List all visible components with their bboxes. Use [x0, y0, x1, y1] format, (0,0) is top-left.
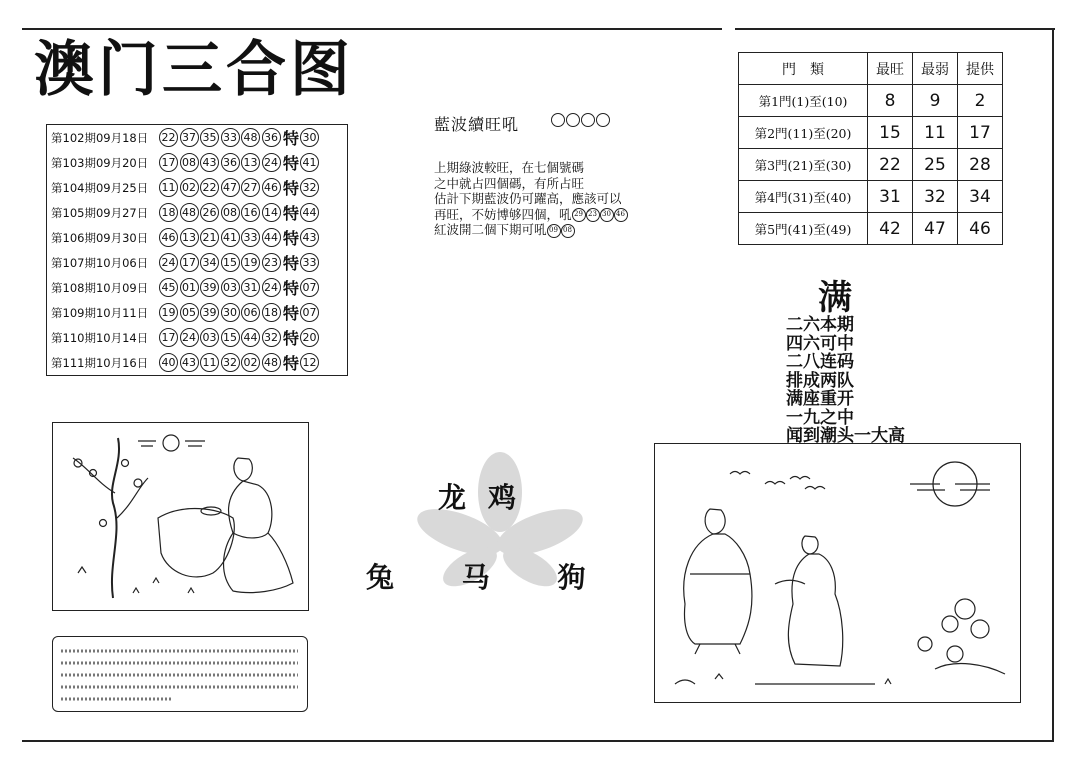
special-ball: 07 [300, 278, 319, 297]
small-ball: 09 [547, 224, 561, 238]
blue-wave-title: 藍波續旺吼 [434, 115, 520, 134]
blank-ball [596, 113, 610, 127]
door-offer: 28 [958, 149, 1003, 181]
paragraph-text: 再旺，不妨博够四個，吼 [434, 206, 572, 222]
number-ball: 03 [221, 278, 240, 297]
number-ball: 26 [200, 203, 219, 222]
number-ball: 11 [200, 353, 219, 372]
door-row [739, 149, 1003, 181]
draw-row [47, 225, 347, 250]
paragraph-line: 估計下期藍波仍可躍高，應該可以 [434, 191, 622, 206]
special-label: 特 [283, 154, 300, 173]
door-header: 門 類 [739, 53, 868, 85]
number-ball: 11 [159, 178, 178, 197]
number-ball: 17 [159, 328, 178, 347]
number-ball: 18 [262, 303, 281, 322]
small-ball: 46 [614, 208, 628, 222]
number-ball: 22 [159, 128, 178, 147]
number-ball: 35 [200, 128, 219, 147]
zodiac-line-1: 龙鸡 [438, 481, 539, 514]
special-label: 特 [283, 354, 300, 373]
paragraph-text: 紅波開二個下期可吼 [434, 222, 547, 237]
number-ball: 45 [159, 278, 178, 297]
poem-line: 二六本期 [786, 315, 854, 335]
number-ball: 48 [241, 128, 260, 147]
frame-right-border [1052, 28, 1054, 740]
draw-history-table [46, 124, 348, 376]
analysis-paragraph [434, 160, 674, 238]
poem-line: 排成两队 [786, 370, 854, 391]
draw-period: 第107期10月06日 [51, 255, 149, 270]
number-ball: 32 [262, 328, 281, 347]
small-ball: 23 [586, 208, 600, 222]
door-offer: 34 [958, 181, 1003, 213]
number-ball: 06 [241, 303, 260, 322]
number-ball: 39 [200, 303, 219, 322]
door-min: 11 [913, 117, 958, 149]
door-label: 第1門(1)至(10) [739, 85, 868, 117]
door-max: 22 [868, 149, 913, 181]
poem [786, 316, 905, 446]
special-label: 特 [283, 229, 300, 248]
door-label: 第3門(21)至(30) [739, 149, 868, 181]
draw-row [47, 250, 347, 275]
door-offer: 2 [958, 85, 1003, 117]
frame-top-border-right [735, 28, 1055, 30]
special-label: 特 [283, 204, 300, 223]
number-ball: 30 [221, 303, 240, 322]
number-ball: 24 [262, 153, 281, 172]
draw-period: 第105期09月27日 [51, 205, 149, 220]
frame-top-border [22, 28, 722, 30]
number-ball: 47 [221, 178, 240, 197]
poem-line: 四六可中 [786, 333, 854, 354]
door-max: 8 [868, 85, 913, 117]
special-label: 特 [283, 329, 300, 348]
number-ball: 19 [159, 303, 178, 322]
number-ball: 17 [180, 253, 199, 272]
draw-period: 第104期09月25日 [51, 180, 149, 195]
door-offer: 17 [958, 117, 1003, 149]
blank-ball [551, 113, 565, 127]
illustration-lady [52, 422, 309, 611]
door-min: 25 [913, 149, 958, 181]
door-min: 9 [913, 85, 958, 117]
special-ball: 07 [300, 303, 319, 322]
number-ball: 01 [180, 278, 199, 297]
number-ball: 32 [221, 353, 240, 372]
poem-line: 满座重开 [786, 389, 854, 409]
number-ball: 33 [221, 128, 240, 147]
special-label: 特 [283, 279, 300, 298]
number-ball: 19 [241, 253, 260, 272]
small-ball: 30 [600, 208, 614, 222]
number-ball: 22 [200, 178, 219, 197]
draw-period: 第109期10月11日 [51, 305, 149, 320]
poem-line: 闻到潮头一大高 [786, 426, 905, 446]
number-ball: 23 [262, 253, 281, 272]
number-ball: 14 [262, 203, 281, 222]
number-ball: 24 [159, 253, 178, 272]
special-ball: 12 [300, 353, 319, 372]
frame-bottom-border [22, 740, 1054, 742]
special-label: 特 [283, 254, 300, 273]
draw-period: 第102期09月18日 [51, 130, 149, 145]
number-ball: 31 [241, 278, 260, 297]
door-row [739, 213, 1003, 245]
door-table [738, 52, 1003, 245]
number-ball: 02 [180, 178, 199, 197]
number-ball: 44 [241, 328, 260, 347]
number-ball: 08 [221, 203, 240, 222]
draw-period: 第108期10月09日 [51, 280, 149, 295]
door-min: 47 [913, 213, 958, 245]
door-row [739, 117, 1003, 149]
poem-line: 一九之中 [786, 407, 854, 428]
draw-row [47, 300, 347, 325]
number-ball: 40 [159, 353, 178, 372]
number-ball: 18 [159, 203, 178, 222]
draw-row [47, 350, 347, 375]
number-ball: 16 [241, 203, 260, 222]
number-ball: 21 [200, 228, 219, 247]
number-ball: 44 [262, 228, 281, 247]
number-ball: 36 [221, 153, 240, 172]
draw-row [47, 175, 347, 200]
number-ball: 27 [241, 178, 260, 197]
door-row [739, 85, 1003, 117]
number-ball: 43 [180, 353, 199, 372]
special-ball: 32 [300, 178, 319, 197]
small-ball: 29 [572, 208, 586, 222]
door-max: 31 [868, 181, 913, 213]
draw-period: 第110期10月14日 [51, 330, 149, 345]
draw-row [47, 275, 347, 300]
draw-period: 第106期09月30日 [51, 230, 149, 245]
draw-row [47, 200, 347, 225]
zodiac-line-2 [366, 556, 644, 596]
number-ball: 15 [221, 253, 240, 272]
draw-period: 第111期10月16日 [51, 355, 149, 370]
number-ball: 02 [241, 353, 260, 372]
zodiac: 兔 [366, 561, 395, 594]
special-ball: 30 [300, 128, 319, 147]
zodiac: 狗 [557, 561, 586, 594]
draw-period: 第103期09月20日 [51, 155, 149, 170]
illustration-officials [654, 443, 1021, 703]
paragraph-line: 上期綠波較旺，在七個號碼 [434, 160, 585, 175]
paragraph-line-5 [434, 222, 674, 238]
blank-ball-row [551, 113, 611, 127]
number-ball: 46 [262, 178, 281, 197]
door-row [739, 181, 1003, 213]
door-min: 32 [913, 181, 958, 213]
number-ball: 46 [159, 228, 178, 247]
door-max: 42 [868, 213, 913, 245]
draw-row [47, 125, 347, 150]
blank-ball [581, 113, 595, 127]
number-ball: 41 [221, 228, 240, 247]
special-label: 特 [283, 179, 300, 198]
door-header: 最旺 [868, 53, 913, 85]
paragraph-line: 之中就占四個碼，有所占旺 [434, 175, 585, 191]
small-ball: 08 [561, 224, 575, 238]
page-title: 澳门三合图 [34, 35, 354, 105]
special-ball: 44 [300, 203, 319, 222]
number-ball: 13 [180, 228, 199, 247]
special-ball: 43 [300, 228, 319, 247]
special-ball: 41 [300, 153, 319, 172]
special-label: 特 [283, 304, 300, 323]
special-label: 特 [283, 129, 300, 148]
number-ball: 39 [200, 278, 219, 297]
zodiac: 马 [461, 561, 490, 594]
number-ball: 03 [200, 328, 219, 347]
door-label: 第2門(11)至(20) [739, 117, 868, 149]
full-heading: 满 [818, 278, 852, 318]
poem-line: 二八连码 [786, 352, 854, 372]
number-ball: 33 [241, 228, 260, 247]
draw-row [47, 150, 347, 175]
number-ball: 48 [180, 203, 199, 222]
number-ball: 15 [221, 328, 240, 347]
draw-row [47, 325, 347, 350]
door-max: 15 [868, 117, 913, 149]
blank-ball [566, 113, 580, 127]
number-ball: 34 [200, 253, 219, 272]
number-ball: 24 [180, 328, 199, 347]
paragraph-line-4 [434, 207, 674, 223]
number-ball: 36 [262, 128, 281, 147]
number-ball: 05 [180, 303, 199, 322]
number-ball: 13 [241, 153, 260, 172]
door-offer: 46 [958, 213, 1003, 245]
door-label: 第5門(41)至(49) [739, 213, 868, 245]
number-ball: 48 [262, 353, 281, 372]
special-ball: 20 [300, 328, 319, 347]
notice-box [52, 636, 308, 712]
door-label: 第4門(31)至(40) [739, 181, 868, 213]
number-ball: 43 [200, 153, 219, 172]
number-ball: 37 [180, 128, 199, 147]
number-ball: 08 [180, 153, 199, 172]
number-ball: 24 [262, 278, 281, 297]
door-header: 最弱 [913, 53, 958, 85]
number-ball: 17 [159, 153, 178, 172]
special-ball: 33 [300, 253, 319, 272]
door-header: 提供 [958, 53, 1003, 85]
